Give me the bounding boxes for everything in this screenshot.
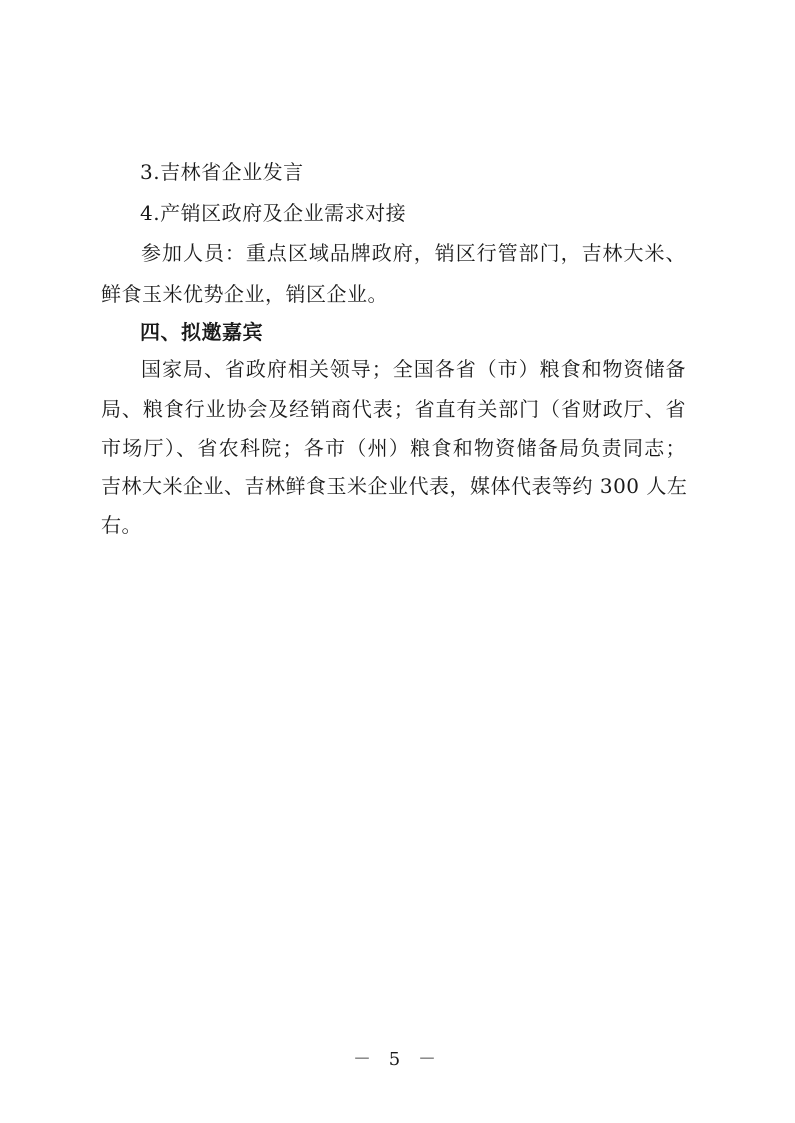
participants-line-1: 参加人员：重点区域品牌政府，销区行管部门，吉林大米、 (141, 241, 686, 265)
participants-line-2: 鲜食玉米优势企业，销区企业。 (101, 282, 388, 306)
guests-line-2: 局、粮食行业协会及经销商代表；省直有关部门（省财政厅、省 (101, 397, 686, 421)
agenda-item-3: 3.吉林省企业发言 (140, 160, 304, 184)
guests-line-3: 市场厅）、省农科院；各市（州）粮食和物资储备局负责同志； (101, 436, 686, 460)
agenda-item-4: 4.产销区政府及企业需求对接 (140, 201, 407, 225)
guests-line-1: 国家局、省政府相关领导；全国各省（市）粮食和物资储备 (141, 357, 686, 381)
guests-line-5: 右。 (101, 513, 142, 537)
section-heading-guests: 四、拟邀嘉宾 (140, 320, 263, 344)
page-number: － 5 － (353, 1049, 442, 1070)
guests-line-4: 吉林大米企业、吉林鲜食玉米企业代表，媒体代表等约 300 人左 (101, 474, 688, 498)
